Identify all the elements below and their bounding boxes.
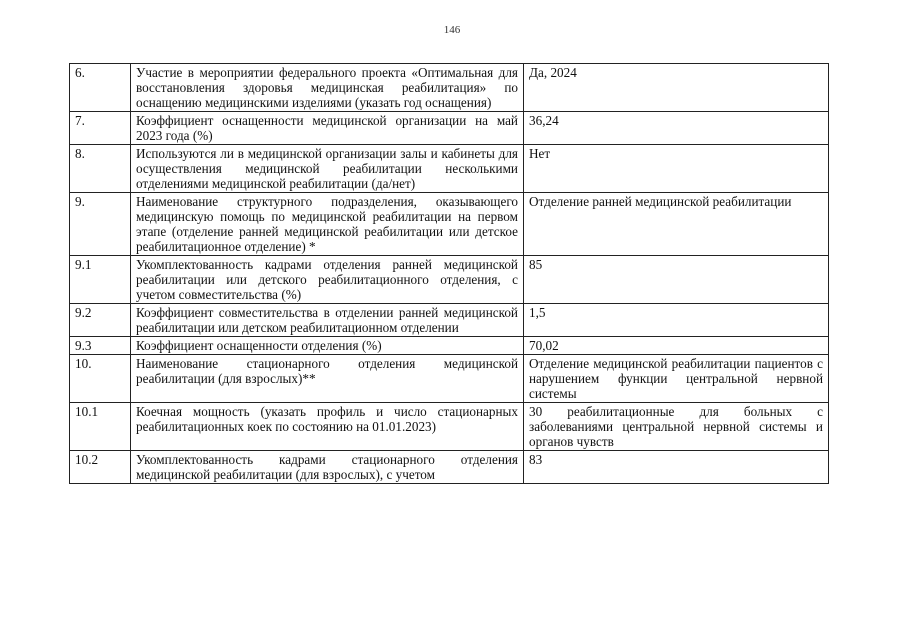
row-description-cell — [131, 193, 524, 256]
row-number: 9.1 — [75, 257, 92, 272]
row-value: 36,24 — [529, 113, 559, 128]
row-description-cell — [131, 64, 524, 112]
row-number: 6. — [75, 65, 85, 80]
row-number-cell — [70, 256, 131, 304]
row-value-cell — [524, 304, 829, 337]
row-description: Укомплектованность кадрами отделения ранней медицинской реабилитации или детского реабилитационного отделения, с учетом совместительства (%) — [136, 257, 518, 302]
table-row — [70, 403, 829, 451]
row-description-cell — [131, 256, 524, 304]
row-number: 8. — [75, 146, 85, 161]
table-row — [70, 145, 829, 193]
row-description: Наименование стационарного отделения медицинской реабилитации (для взрослых)** — [136, 356, 518, 386]
row-value-cell — [524, 193, 829, 256]
row-number: 9.2 — [75, 305, 92, 320]
row-description: Используются ли в медицинской организации залы и кабинеты для осуществления медицинской реабилитации несколькими отделениями медицинской реабилитации (да/нет) — [136, 146, 518, 191]
row-value-cell — [524, 112, 829, 145]
table-row — [70, 337, 829, 355]
row-description: Коэффициент оснащенности отделения (%) — [136, 338, 382, 353]
row-description: Участие в мероприятии федерального проекта «Оптимальная для восстановления здоровья медицинская реабилитация» по оснащению медицинскими изделиями (указать год оснащения) — [136, 65, 518, 110]
row-value-cell — [524, 337, 829, 355]
row-number: 9.3 — [75, 338, 92, 353]
row-number: 9. — [75, 194, 85, 209]
row-number-cell — [70, 145, 131, 193]
row-number: 7. — [75, 113, 85, 128]
row-value-cell — [524, 145, 829, 193]
row-number-cell — [70, 64, 131, 112]
row-description: Коечная мощность (указать профиль и число стационарных реабилитационных коек по состоянию на 01.01.2023) — [136, 404, 518, 434]
row-description-cell — [131, 451, 524, 484]
row-number-cell — [70, 193, 131, 256]
row-number: 10.2 — [75, 452, 99, 467]
row-description-cell — [131, 112, 524, 145]
row-description: Наименование структурного подразделения, оказывающего медицинскую помощь по медицинской реабилитации на первом этапе (отделение ранней медицинской реабилитации или детское реабилитационное отделение) * — [136, 194, 518, 254]
row-description-cell — [131, 304, 524, 337]
data-table — [69, 63, 829, 484]
row-number: 10.1 — [75, 404, 99, 419]
row-number-cell — [70, 337, 131, 355]
page-number: 146 — [443, 24, 461, 36]
row-number-cell — [70, 451, 131, 484]
table-row — [70, 193, 829, 256]
table-row — [70, 256, 829, 304]
row-value: Отделение ранней медицинской реабилитации — [529, 194, 792, 209]
row-value-cell — [524, 64, 829, 112]
row-value-cell — [524, 403, 829, 451]
table-row — [70, 112, 829, 145]
table-row — [70, 451, 829, 484]
table-row — [70, 304, 829, 337]
row-value: Отделение медицинской реабилитации пациентов с нарушением функции центральной нервной системы — [529, 356, 823, 401]
row-number-cell — [70, 304, 131, 337]
row-value-cell — [524, 355, 829, 403]
row-description-cell — [131, 355, 524, 403]
row-value: Да, 2024 — [529, 65, 577, 80]
row-value: 85 — [529, 257, 543, 272]
row-description-cell — [131, 337, 524, 355]
table-row — [70, 355, 829, 403]
row-value: 1,5 — [529, 305, 546, 320]
row-value: 83 — [529, 452, 543, 467]
row-description: Коэффициент оснащенности медицинской организации на май 2023 года (%) — [136, 113, 518, 143]
row-value: Нет — [529, 146, 551, 161]
row-value-cell — [524, 451, 829, 484]
row-value-cell — [524, 256, 829, 304]
row-number-cell — [70, 112, 131, 145]
row-value: 70,02 — [529, 338, 559, 353]
row-number: 10. — [75, 356, 92, 371]
row-description: Коэффициент совместительства в отделении ранней медицинской реабилитации или детском реабилитационном отделении — [136, 305, 518, 335]
row-description-cell — [131, 145, 524, 193]
row-number-cell — [70, 355, 131, 403]
table-row — [70, 64, 829, 112]
row-description: Укомплектованность кадрами стационарного отделения медицинской реабилитации (для взрослых), с учетом — [136, 452, 518, 482]
row-value: 30 реабилитационные для больных с заболеваниями центральной нервной системы и органов чувств — [529, 404, 823, 449]
row-number-cell — [70, 403, 131, 451]
row-description-cell — [131, 403, 524, 451]
